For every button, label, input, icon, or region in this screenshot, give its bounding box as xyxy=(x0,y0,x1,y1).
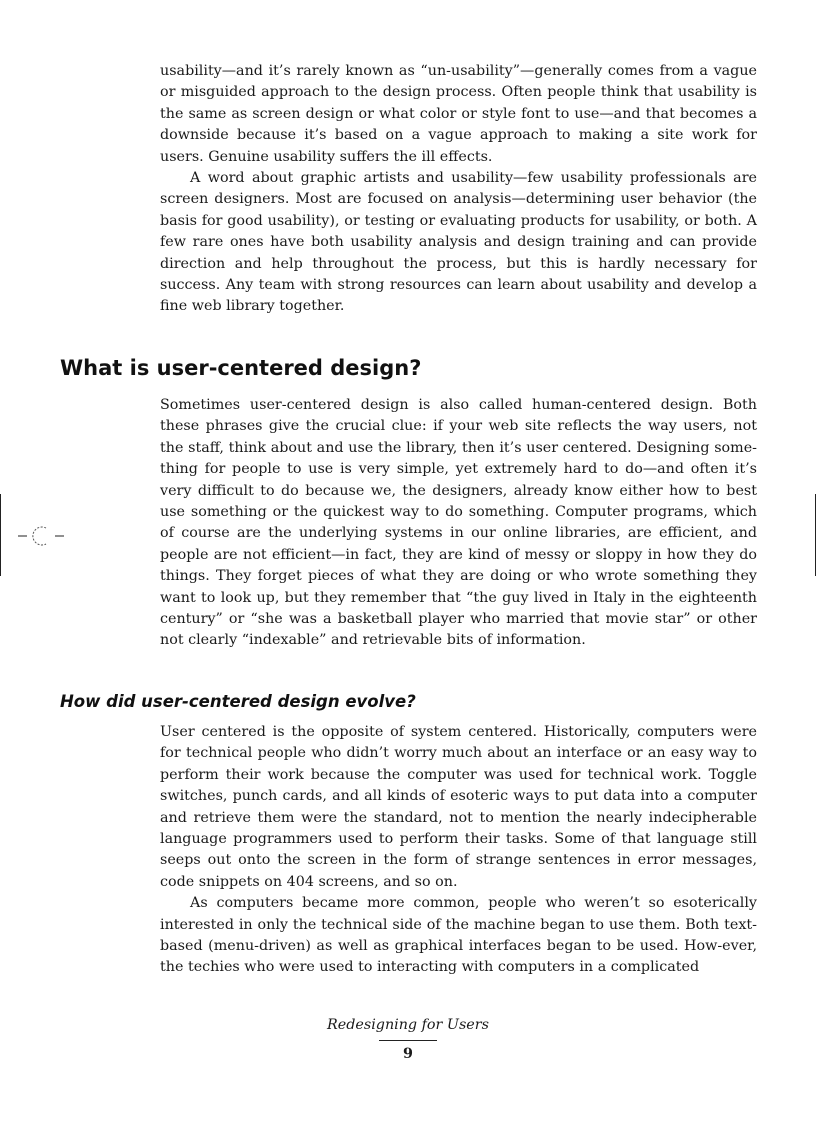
section-heading: What is user-centered design? xyxy=(60,356,422,380)
paragraph: Sometimes user-centered design is also called human-centered design. Both these phrases give the crucial clue: if your web site reflects the way users, not the staff, think about and use the library, then it’s user centered. Designing some-thing for people to use is very simple, yet extremely hard to do—and often it’s very difficult to do because we, the designers, already know either how to best use something or the quickest way to do something. Computer programs, which of course are the underlying systems in our online libraries, are efficient, and people are not efficient—in fact, they are kind of messy or sloppy in how they do things. They forget pieces of what they are doing or who wrote something they want to look up, but they remember that “the guy lived in Italy in the eighteenth century” or “she was a basketball player who married that movie star” or other not clearly “indexable” and retrievable bits of information. xyxy=(160,397,757,649)
footer-divider xyxy=(379,1040,437,1041)
paragraph: As computers became more common, people who weren’t so esoterically interested in only the technical side of the machine began to use them. Both text-based (menu-driven) as well as graphical interfaces began to be used. How-ever, the techies who were used to interacting with computers in a complicated xyxy=(160,895,757,976)
intro-text-block xyxy=(160,61,757,318)
subsection-heading: How did user-centered design evolve? xyxy=(60,692,416,711)
page-number: 9 xyxy=(403,1046,413,1062)
section-text-block xyxy=(160,395,757,652)
paragraph: usability—and it’s rarely known as “un-usability”—generally comes from a vague or misguided approach to the design process. Often people think that usability is the same as screen design or what color or style font to use—and that becomes a downside because it’s based on a vague approach to making a site work for users. Genuine usability suffers the ill effects. xyxy=(160,63,757,165)
crop-mark-left xyxy=(0,494,1,576)
paragraph: A word about graphic artists and usability—few usability professionals are screen designers. Most are focused on analysis—determining user behavior (the basis for good usability), or testing or evaluating products for usability, or both. A few rare ones have both usability analysis and design training and can provide direction and help throughout the process, but this is hardly necessary for success. Any team with strong resources can learn about usability and develop a fine web library together. xyxy=(160,170,757,315)
paragraph: User centered is the opposite of system centered. Historically, computers were for technical people who didn’t worry much about an interface or an easy way to perform their work because the computer was used for technical work. Toggle switches, punch cards, and all kinds of esoteric ways to put data into a computer and retrieve them were the standard, not to mention the nearly indecipherable language programmers used to perform their tasks. Some of that language still seeps out onto the screen in the form of strange sentences in error messages, code snippets on 404 screens, and so on. xyxy=(160,724,757,890)
subsection-text-block xyxy=(160,722,757,979)
running-footer-title: Redesigning for Users xyxy=(327,1017,489,1033)
registration-mark-icon xyxy=(18,524,64,548)
